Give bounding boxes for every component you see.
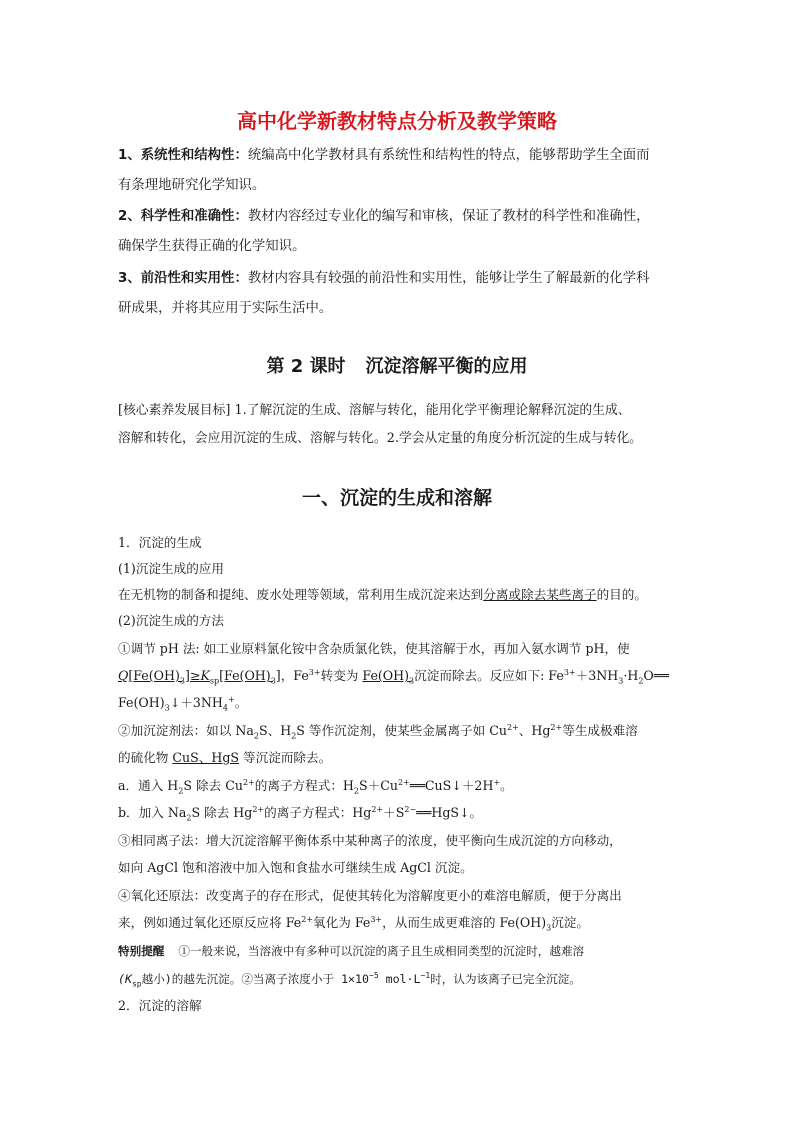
underlined-answer: 分离或除去某些离子 xyxy=(483,587,597,602)
goals-line-2: 溶解和转化，会应用沉淀的生成、溶解与转化。2.学会从定量的角度分析沉淀的生成与转化。 xyxy=(118,431,643,446)
method-2-line-2: 的硫化物 CuS、HgS 等沉淀而除去。 xyxy=(118,750,332,765)
goals-text: 1.了解沉淀的生成、溶解与转化，能用化学平衡理论解释沉淀的生成、 xyxy=(234,403,631,418)
feature-2-cont: 确保学生获得正确的化学知识。 xyxy=(118,239,306,254)
tip-line-1: 特别提醒 ①一般来说，当溶液中有多种可以沉淀的离子且生成相同类型的沉淀时，越难溶 xyxy=(118,944,585,958)
document-title: 高中化学新教材特点分析及教学策略 xyxy=(237,109,557,133)
feature-label: 3、前沿性和实用性： xyxy=(118,271,248,286)
section-heading: 一、沉淀的生成和溶解 xyxy=(301,487,492,509)
feature-label: 2、科学性和准确性： xyxy=(118,209,248,224)
feature-1 xyxy=(118,147,650,165)
method-2-line-1: ②加沉淀剂法：如以 $Na_2S$、$H_2S$ 等作沉淀剂，使某些金属离子如 $Cu^{2+}$、$Hg^{2+}$等生成极难溶 xyxy=(118,722,638,741)
lesson-name: 沉淀溶解平衡的应用 xyxy=(365,356,528,377)
underlined-answer: CuS、HgS xyxy=(172,750,240,765)
method-4-line-2: 来，例如通过氧化还原反应将 $Fe^{2+}$氧化为 $Fe^{3+}$，从而生成更难溶的 $Fe(OH)_3$沉淀。 xyxy=(118,914,589,933)
tip-label: 特别提醒 xyxy=(118,944,165,958)
method-3-line-2: 如向 AgCl 饱和溶液中加入饱和食盐水可继续生成 AgCl 沉淀。 xyxy=(118,860,473,875)
goals-tag: [核心素养发展目标] xyxy=(118,403,231,418)
feature-1-cont: 有条理地研究化学知识。 xyxy=(118,178,266,193)
method-3-line-1: ③相同离子法：增大沉淀溶解平衡体系中某种离子的浓度，使平衡向生成沉淀的方向移动， xyxy=(118,833,622,848)
application-text: 在无机物的制备和提纯、废水处理等领域，常利用生成沉淀来达到分离或除去某些离子的目的。 xyxy=(118,587,647,602)
feature-text: 教材内容经过专业化的编写和审核，保证了教材的科学性和准确性， xyxy=(247,209,650,224)
method-1-line-3: $Fe(OH)_3↓+3NH_4^+$。 xyxy=(118,694,248,713)
feature-3-cont: 研成果，并将其应用于实际生活中。 xyxy=(118,301,333,316)
tip-line-2: ($K_{sp}$越小)的越先沉淀。②当离子浓度小于 $1\times 10^{-5}$ $mol\cdot L^{-1}$时，认为该离子已完全沉淀。 xyxy=(118,971,581,989)
subheading-2: 2．沉淀的溶解 xyxy=(118,998,202,1013)
subheading-1b: (2)沉淀生成的方法 xyxy=(118,613,224,628)
method-1-line-1: ①调节 pH 法: 如工业原料氯化铵中含杂质氯化铁，使其溶解于水，再加入氨水调节 pH，使 xyxy=(118,641,630,656)
feature-text: 统编高中化学教材具有系统性和结构性的特点，能够帮助学生全面而 xyxy=(247,148,650,163)
feature-2 xyxy=(118,208,650,226)
lesson-number: 第 2 课时 xyxy=(266,356,346,377)
equation-b: b．加入 $Na_2S$ 除去 $Hg^{2+}$的离子方程式：$Hg^{2+}+S^{2-}══HgS↓$。 xyxy=(118,804,483,823)
lesson-title xyxy=(0,352,794,378)
feature-text: 教材内容具有较强的前沿性和实用性，能够让学生了解最新的化学科 xyxy=(247,271,650,286)
feature-label: 1、系统性和结构性： xyxy=(118,148,248,163)
feature-3 xyxy=(118,270,650,288)
method-4-line-1: ④氧化还原法：改变离子的存在形式，促使其转化为溶解度更小的难溶电解质，便于分离出 xyxy=(118,888,622,903)
subheading-1a: (1)沉淀生成的应用 xyxy=(118,561,224,576)
method-1-line-2: $Q[Fe(OH)_3]\ge K_{sp}[Fe(OH)_3]$，$Fe^{3+}$转变为 $Fe(OH)_3$沉淀而除去。反应如下: $Fe^{3+}+3NH_3\cdot H_2O══$ xyxy=(118,667,669,686)
equation-a: a．通入 $H_2S$ 除去 $Cu^{2+}$的离子方程式：$H_2S+Cu^{2+}══CuS↓+2H^+$。 xyxy=(118,777,513,796)
goals-line-1 xyxy=(118,402,631,420)
subheading-1: 1．沉淀的生成 xyxy=(118,535,202,550)
